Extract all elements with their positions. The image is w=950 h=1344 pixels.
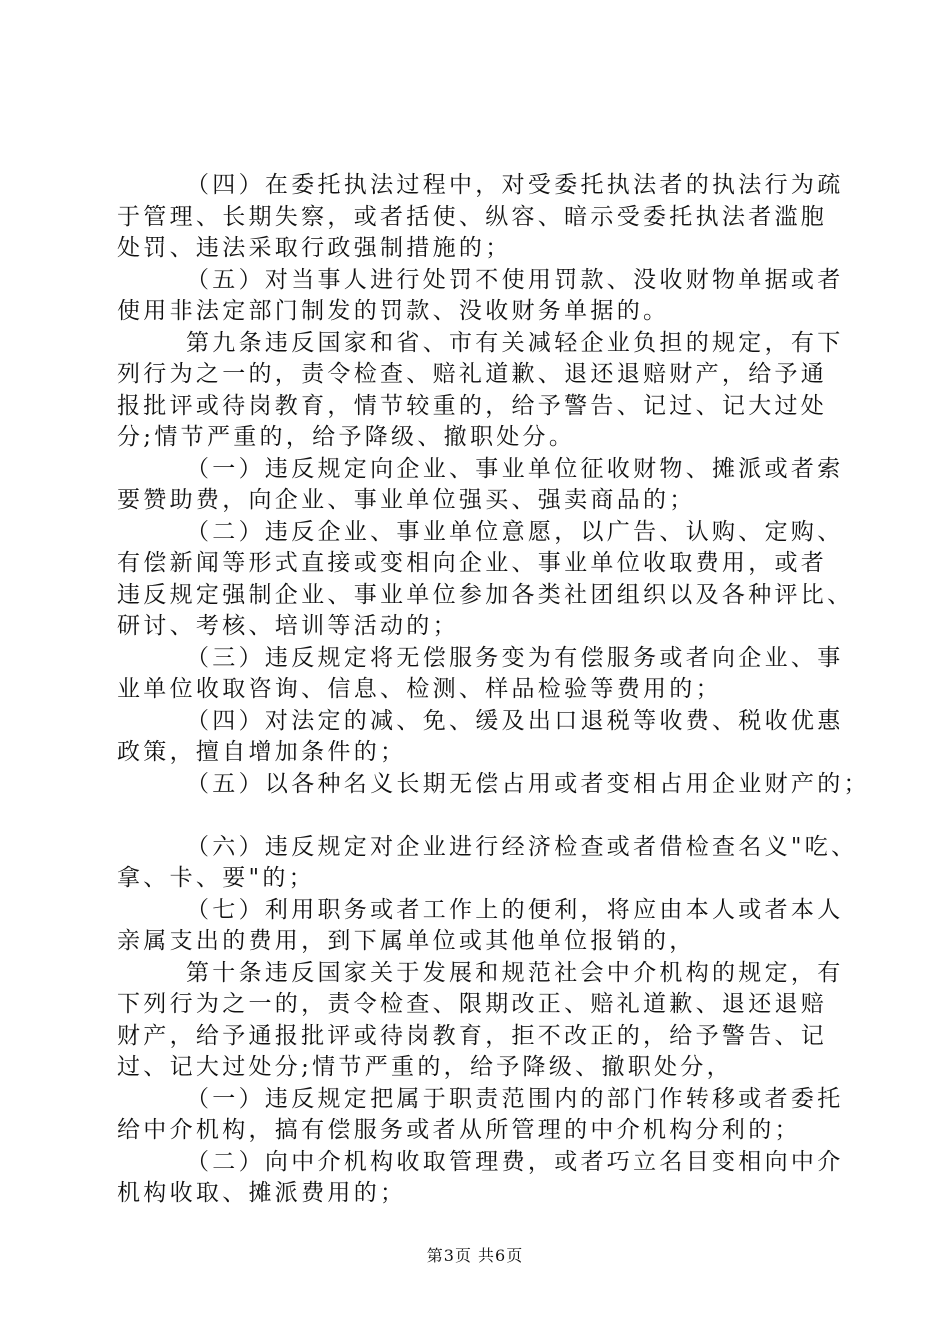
text-line: 业单位收取咨询、信息、检测、样品检验等费用的； (117, 676, 722, 702)
text-line: 下列行为之一的，责令检查、限期改正、赔礼道歉、退还退赔 (117, 991, 828, 1017)
text-line: 要赞助费，向企业、事业单位强买、强卖商品的； (117, 487, 696, 513)
text-line: （一）违反规定向企业、事业单位征收财物、摊派或者索 (186, 455, 844, 482)
page-number-footer: 第3页 共6页 (426, 1246, 524, 1265)
text-line: 违反规定强制企业、事业单位参加各类社团组织以及各种评比、 (117, 581, 854, 608)
document-body (117, 170, 870, 1210)
text-line: 给中介机构，搞有偿服务或者从所管理的中介机构分利的； (117, 1117, 801, 1143)
text-line: 研讨、考核、培训等活动的； (117, 613, 459, 639)
text-line: （二）向中介机构收取管理费，或者巧立名目变相向中介 (186, 1148, 844, 1175)
text-line: （二）违反企业、事业单位意愿，以广告、认购、定购、 (186, 518, 844, 545)
text-line: 第十条违反国家关于发展和规范社会中介机构的规定，有 (186, 959, 844, 986)
text-line: （四）对法定的减、免、缓及出口退税等收费、税收优惠 (186, 707, 844, 734)
text-line: 过、记大过处分;情节严重的，给予降级、撤职处分， (117, 1054, 733, 1080)
text-line: 机构收取、摊派费用的； (117, 1180, 407, 1206)
blank-line (117, 800, 832, 832)
text-line: （六）违反规定对企业进行经济检查或者借检查名义"吃、 (186, 833, 858, 860)
text-line: 处罚、违法采取行政强制措施的； (117, 235, 512, 261)
text-line: （四）在委托执法过程中，对受委托执法者的执法行为疏 (186, 172, 844, 198)
text-line: 拿、卡、要"的； (117, 865, 315, 891)
text-line: 分;情节严重的，给予降级、撤职处分。 (117, 424, 576, 450)
text-line: 于管理、长期失察，或者括使、纵容、暗示受委托执法者滥胞 (117, 203, 828, 230)
text-line: （一）违反规定把属于职责范围内的部门作转移或者委托 (186, 1085, 844, 1112)
text-line: （三）违反规定将无偿服务变为有偿服务或者向企业、事 (186, 644, 844, 671)
text-line: 财产，给予通报批评或待岗教育，拒不改正的，给予警告、记 (117, 1022, 828, 1049)
text-line: （五）对当事人进行处罚不使用罚款、没收财物单据或者 (186, 266, 844, 293)
text-line: 使用非法定部门制发的罚款、没收财务单据的。 (117, 298, 670, 324)
text-line: 列行为之一的，责令检查、赔礼道歉、退还退赔财产，给予通 (117, 361, 828, 387)
text-line: （七）利用职务或者工作上的便利，将应由本人或者本人 (186, 896, 844, 923)
text-line: （五）以各种名义长期无偿占用或者变相占用企业财产的； (186, 770, 870, 797)
text-line: 第九条违反国家和省、市有关减轻企业负担的规定，有下 (186, 329, 844, 356)
text-line: 有偿新闻等形式直接或变相向企业、事业单位收取费用，或者 (117, 550, 828, 576)
text-line: 亲属支出的费用，到下属单位或其他单位报销的， (117, 928, 696, 954)
text-line: 政策，擅自增加条件的； (117, 739, 407, 765)
text-line: 报批评或待岗教育，情节较重的，给予警告、记过、记大过处 (117, 392, 828, 419)
